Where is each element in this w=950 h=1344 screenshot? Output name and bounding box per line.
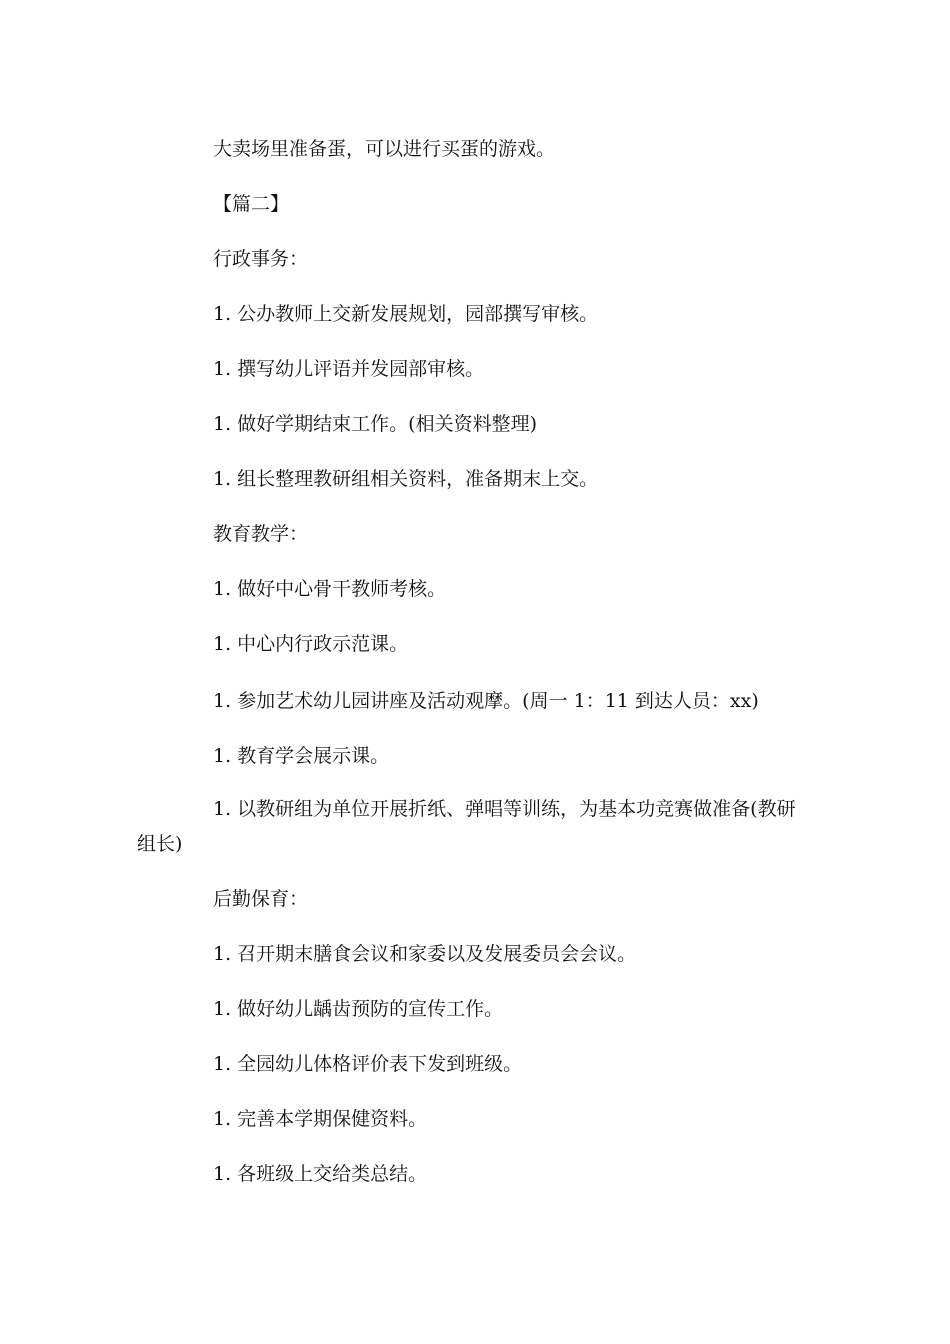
list-item: 1. 全园幼儿体格评价表下发到班级。 (213, 1053, 523, 1075)
list-item: 1. 做好中心骨干教师考核。 (213, 578, 447, 600)
list-item: 1. 各班级上交给类总结。 (213, 1163, 428, 1185)
list-item-wrapped (137, 797, 807, 856)
list-item: 1. 参加艺术幼儿园讲座及活动观摩。(周一 1：11 到达人员：xx) (213, 690, 759, 712)
subheading-logistics: 后勤保育： (213, 888, 309, 910)
list-item: 1. 做好学期结束工作。(相关资料整理) (213, 413, 537, 435)
list-item: 1. 做好幼儿龋齿预防的宣传工作。 (213, 998, 504, 1020)
list-item: 1. 公办教师上交新发展规划，园部撰写审核。 (213, 303, 599, 325)
section-heading: 【篇二】 (213, 193, 290, 215)
subheading-teaching: 教育教学： (213, 523, 309, 545)
subheading-admin: 行政事务： (213, 248, 309, 270)
list-item-line-1: 1. 以教研组为单位开展折纸、弹唱等训练，为基本功竞赛做准备(教研 (213, 798, 796, 820)
list-item: 1. 召开期末膳食会议和家委以及发展委员会会议。 (213, 943, 637, 965)
list-item: 1. 撰写幼儿评语并发园部审核。 (213, 358, 485, 380)
list-item-line-2: 组长) (137, 833, 183, 855)
paragraph-egg-game: 大卖场里准备蛋，可以进行买蛋的游戏。 (213, 138, 556, 160)
list-item: 1. 教育学会展示课。 (213, 745, 390, 767)
list-item: 1. 中心内行政示范课。 (213, 633, 409, 655)
list-item: 1. 完善本学期保健资料。 (213, 1108, 428, 1130)
list-item: 1. 组长整理教研组相关资料，准备期末上交。 (213, 468, 599, 490)
